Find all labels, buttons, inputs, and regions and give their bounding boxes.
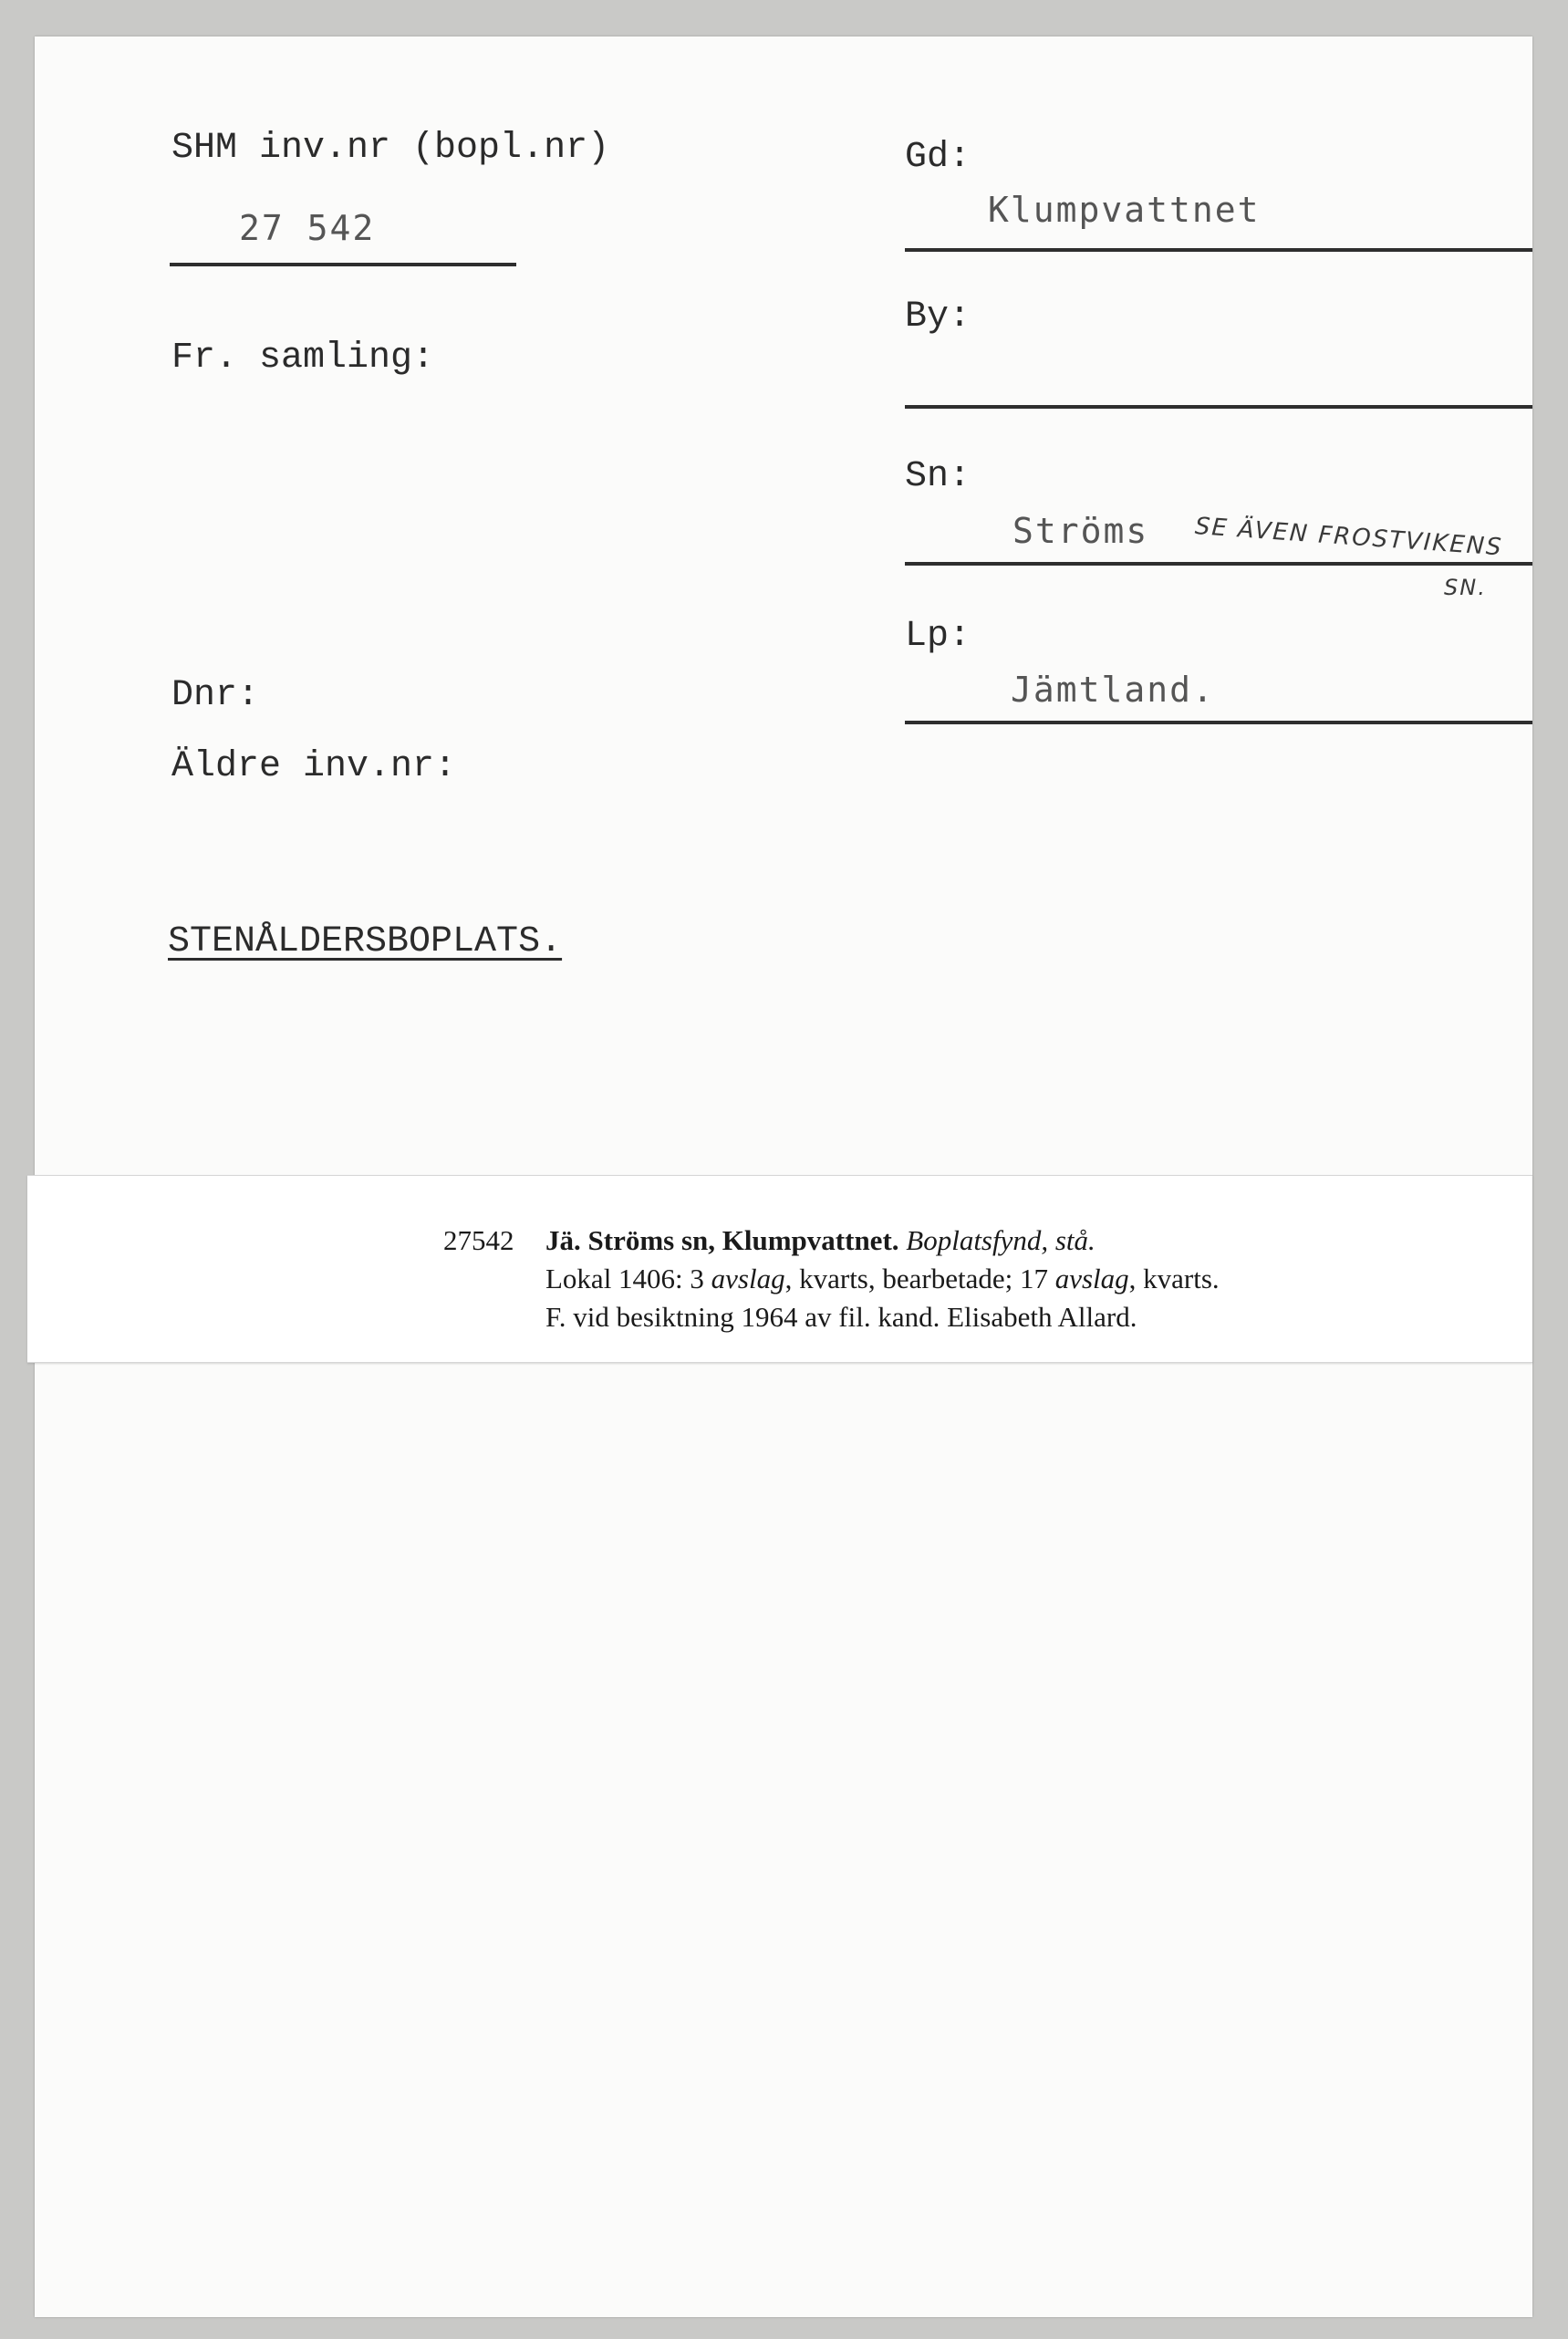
sn-rule bbox=[905, 562, 1532, 566]
gd-label: Gd: bbox=[905, 137, 971, 178]
strip-line-2-a: Lokal 1406: 3 bbox=[545, 1263, 704, 1294]
inv-nr-rule bbox=[170, 263, 516, 266]
sn-handwritten-note-suffix: SN. bbox=[1444, 575, 1487, 600]
strip-line-2 bbox=[545, 1263, 1220, 1295]
by-rule bbox=[905, 405, 1532, 409]
strip-number: 27542 bbox=[443, 1224, 514, 1256]
strip-line-2-e: , kvarts. bbox=[1128, 1263, 1220, 1294]
sn-label: Sn: bbox=[905, 456, 971, 497]
fr-samling-label: Fr. samling: bbox=[171, 338, 435, 379]
by-label: By: bbox=[905, 296, 971, 338]
inv-nr-label: SHM inv.nr (bopl.nr) bbox=[171, 128, 610, 169]
gd-value: Klumpvattnet bbox=[988, 190, 1261, 230]
inv-nr-value: 27 542 bbox=[239, 208, 376, 248]
lp-rule bbox=[905, 721, 1532, 724]
strip-line-1-bold: Jä. Ströms sn, Klumpvattnet. bbox=[545, 1224, 899, 1256]
strip-line-3: F. vid besiktning 1964 av fil. kand. Elisabeth Allard. bbox=[545, 1301, 1137, 1333]
strip-line-2-d: avslag bbox=[1054, 1263, 1129, 1294]
lp-value: Jämtland. bbox=[1011, 670, 1215, 710]
strip-line-2-b: avslag bbox=[711, 1263, 785, 1294]
strip-line-1 bbox=[545, 1224, 1096, 1257]
printed-catalog-strip bbox=[27, 1175, 1532, 1363]
gd-rule bbox=[905, 248, 1532, 252]
lp-label: Lp: bbox=[905, 616, 971, 657]
category-heading: STENÅLDERSBOPLATS. bbox=[168, 921, 563, 962]
strip-line-2-c: , kvarts, bearbetade; 17 bbox=[784, 1263, 1048, 1294]
strip-line-1-italic: Boplatsfynd, stå. bbox=[906, 1224, 1096, 1256]
sn-value: Ströms bbox=[1012, 511, 1149, 551]
aldre-inv-nr-label: Äldre inv.nr: bbox=[171, 746, 457, 787]
sn-handwritten-note: SE ÄVEN FROSTVIKENS bbox=[1193, 513, 1504, 562]
dnr-label: Dnr: bbox=[171, 675, 260, 716]
